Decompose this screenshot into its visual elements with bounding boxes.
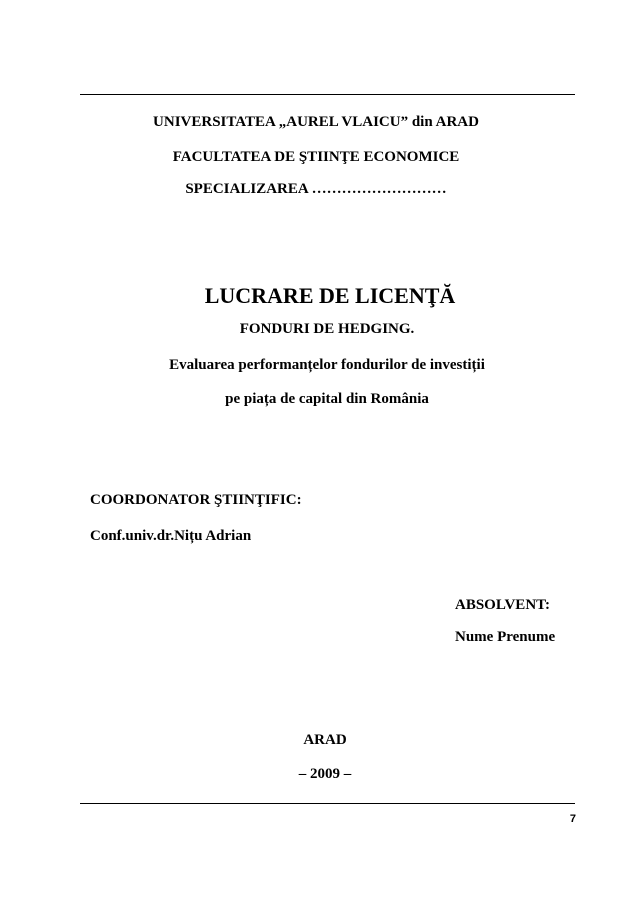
thesis-subtitle-line-2: pe piața de capital din România	[225, 391, 429, 407]
page-number: 7	[569, 813, 576, 825]
graduate-name: Nume Prenume	[455, 629, 556, 645]
faculty-name: FACULTATEA DE ŞTIINŢE ECONOMICE	[172, 149, 460, 165]
coordinator-name: Conf.univ.dr.Nițu Adrian	[90, 528, 252, 544]
graduate-label: ABSOLVENT:	[455, 597, 551, 613]
specialization-line: SPECIALIZAREA ………………………	[185, 181, 447, 197]
thesis-subtitle-line-1: Evaluarea performanțelor fondurilor de investiții	[169, 357, 485, 373]
coordinator-label: COORDONATOR ŞTIINŢIFIC:	[90, 492, 302, 508]
top-rule	[80, 94, 575, 95]
year: – 2009 –	[298, 766, 352, 782]
city: ARAD	[303, 732, 347, 748]
thesis-title: FONDURI DE HEDGING.	[239, 321, 415, 337]
bottom-rule	[80, 803, 575, 804]
thesis-type-heading: LUCRARE DE LICENŢĂ	[204, 283, 456, 308]
university-name: UNIVERSITATEA „AUREL VLAICU” din ARAD	[153, 114, 479, 130]
